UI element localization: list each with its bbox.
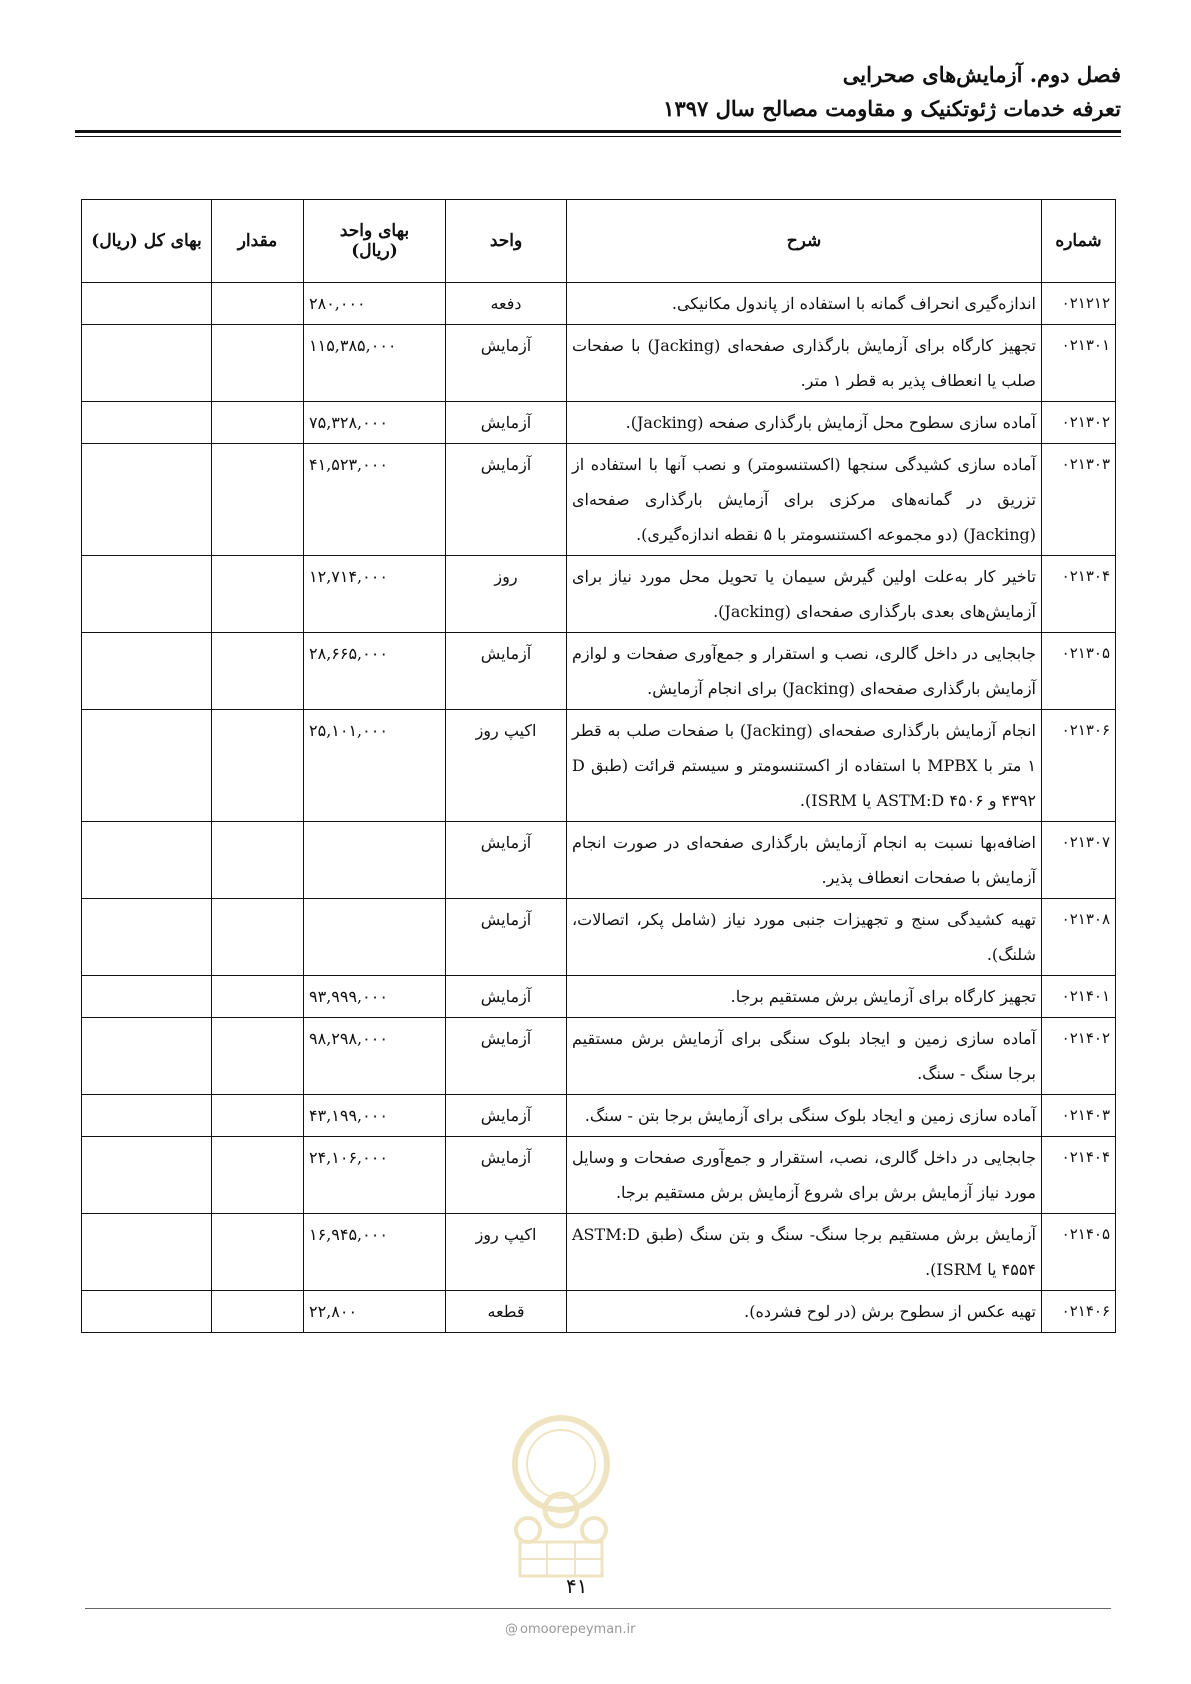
cell-unit: آزمایش <box>446 976 567 1018</box>
cell-code: ۰۲۱۴۰۶ <box>1042 1291 1116 1333</box>
cell-amount <box>212 325 304 402</box>
cell-code: ۰۲۱۳۰۷ <box>1042 822 1116 899</box>
cell-unit: دفعه <box>446 283 567 325</box>
cell-total <box>82 1137 212 1214</box>
cell-amount <box>212 822 304 899</box>
cell-unit: آزمایش <box>446 325 567 402</box>
cell-desc: انجام آزمایش بارگذاری صفحه‌ای (Jacking) با صفحات صلب به قطر ۱ متر با MPBX با استفاده از اکستنسومتر و سیستم قرائت (طبق D ۴۳۹۲ و ASTM:D ۴۵۰۶ یا ISRM). <box>567 710 1042 822</box>
col-desc-header: شرح <box>567 200 1042 283</box>
cell-desc: جابجایی در داخل گالری، نصب و استقرار و جمع‌آوری صفحات و لوازم آزمایش بارگذاری صفحه‌ای (Jacking) برای انجام آزمایش. <box>567 633 1042 710</box>
cell-price: ۹۸,۲۹۸,۰۰۰ <box>304 1018 446 1095</box>
header-rule-thick <box>75 130 1121 133</box>
cell-total <box>82 444 212 556</box>
col-price-header-line2: (ریال) <box>351 241 398 261</box>
cell-code: ۰۲۱۲۱۲ <box>1042 283 1116 325</box>
cell-price: ۲۲,۸۰۰ <box>304 1291 446 1333</box>
chapter-title: فصل دوم. آزمایش‌های صحرایی <box>842 62 1121 87</box>
tariff-title: تعرفه خدمات ژئوتکنیک و مقاومت مصالح سال ۱۳۹۷ <box>663 96 1121 121</box>
cell-price: ۴۱,۵۲۳,۰۰۰ <box>304 444 446 556</box>
table-row <box>82 976 1116 1018</box>
cell-total <box>82 556 212 633</box>
cell-code: ۰۲۱۳۰۱ <box>1042 325 1116 402</box>
cell-total <box>82 325 212 402</box>
cell-code: ۰۲۱۴۰۴ <box>1042 1137 1116 1214</box>
cell-amount <box>212 283 304 325</box>
cell-unit: روز <box>446 556 567 633</box>
cell-code: ۰۲۱۳۰۳ <box>1042 444 1116 556</box>
cell-code: ۰۲۱۳۰۴ <box>1042 556 1116 633</box>
cell-code: ۰۲۱۴۰۱ <box>1042 976 1116 1018</box>
cell-code: ۰۲۱۴۰۳ <box>1042 1095 1116 1137</box>
cell-desc: تجهیز کارگاه برای آزمایش برش مستقیم برجا. <box>567 976 1042 1018</box>
cell-code: ۰۲۱۳۰۶ <box>1042 710 1116 822</box>
cell-price: ۲۴,۱۰۶,۰۰۰ <box>304 1137 446 1214</box>
cell-total <box>82 402 212 444</box>
cell-desc: تاخیر کار به‌علت اولین گیرش سیمان یا تحویل محل مورد نیاز برای آزمایش‌های بعدی بارگذاری صفحه‌ای (Jacking). <box>567 556 1042 633</box>
table-row <box>82 1018 1116 1095</box>
cell-total <box>82 1018 212 1095</box>
cell-desc: تجهیز کارگاه برای آزمایش بارگذاری صفحه‌ای (Jacking) با صفحات صلب یا انعطاف پذیر به قطر ۱ متر. <box>567 325 1042 402</box>
table-row <box>82 556 1116 633</box>
at-sign-icon: @ <box>505 1622 518 1637</box>
cell-unit: آزمایش <box>446 822 567 899</box>
cell-price <box>304 899 446 976</box>
cell-total <box>82 899 212 976</box>
cell-unit: آزمایش <box>446 1018 567 1095</box>
cell-amount <box>212 1018 304 1095</box>
cell-unit: آزمایش <box>446 402 567 444</box>
table-row <box>82 1291 1116 1333</box>
cell-total <box>82 633 212 710</box>
cell-total <box>82 1291 212 1333</box>
table-row <box>82 633 1116 710</box>
cell-price: ۱۶,۹۴۵,۰۰۰ <box>304 1214 446 1291</box>
col-total-header: بهای کل (ریال) <box>82 200 212 283</box>
cell-desc: آزمایش برش مستقیم برجا سنگ- سنگ و بتن سنگ (طبق ASTM:D ۴۵۵۴ یا ISRM). <box>567 1214 1042 1291</box>
cell-amount <box>212 1291 304 1333</box>
cell-total <box>82 822 212 899</box>
table-row <box>82 710 1116 822</box>
cell-unit: آزمایش <box>446 1095 567 1137</box>
col-price-header <box>304 200 446 283</box>
cell-code: ۰۲۱۴۰۵ <box>1042 1214 1116 1291</box>
cell-amount <box>212 899 304 976</box>
table-row <box>82 1095 1116 1137</box>
table-row <box>82 283 1116 325</box>
cell-amount <box>212 402 304 444</box>
cell-desc: آماده سازی زمین و ایجاد بلوک سنگی برای آزمایش برجا بتن - سنگ. <box>567 1095 1042 1137</box>
cell-desc: تهیه عکس از سطوح برش (در لوح فشرده). <box>567 1291 1042 1333</box>
cell-amount <box>212 556 304 633</box>
cell-desc: جابجایی در داخل گالری، نصب، استقرار و جمع‌آوری صفحات و وسایل مورد نیاز آزمایش برش برای شروع آزمایش برش مستقیم برجا. <box>567 1137 1042 1214</box>
cell-unit: اکیپ روز <box>446 710 567 822</box>
cell-total <box>82 976 212 1018</box>
table-row <box>82 325 1116 402</box>
cell-price <box>304 822 446 899</box>
table-body <box>82 283 1116 1333</box>
cell-code: ۰۲۱۳۰۵ <box>1042 633 1116 710</box>
cell-price: ۹۳,۹۹۹,۰۰۰ <box>304 976 446 1018</box>
cell-code: ۰۲۱۳۰۸ <box>1042 899 1116 976</box>
cell-desc: اندازه‌گیری انحراف گمانه با استفاده از پاندول مکانیکی. <box>567 283 1042 325</box>
cell-code: ۰۲۱۴۰۲ <box>1042 1018 1116 1095</box>
gear-scale-seal-icon <box>498 1412 624 1582</box>
table-row <box>82 1137 1116 1214</box>
table-header-row <box>82 200 1116 283</box>
cell-price: ۴۳,۱۹۹,۰۰۰ <box>304 1095 446 1137</box>
cell-desc: آماده سازی سطوح محل آزمایش بارگذاری صفحه (Jacking). <box>567 402 1042 444</box>
table-row <box>82 1214 1116 1291</box>
page-header <box>71 58 1121 126</box>
cell-price: ۲۸,۶۶۵,۰۰۰ <box>304 633 446 710</box>
cell-price: ۲۵,۱۰۱,۰۰۰ <box>304 710 446 822</box>
cell-desc: آماده سازی کشیدگی سنجها (اکستنسومتر) و نصب آنها با استفاده از تزریق در گمانه‌های مرکزی برای آزمایش بارگذاری صفحه‌ای (Jacking) (دو مجموعه اکستنسومتر با ۵ نقطه اندازه‌گیری). <box>567 444 1042 556</box>
cell-price: ۱۱۵,۳۸۵,۰۰۰ <box>304 325 446 402</box>
cell-desc: اضافه‌بها نسبت به انجام آزمایش بارگذاری صفحه‌ای در صورت انجام آزمایش با صفحات انعطاف پذیر. <box>567 822 1042 899</box>
cell-unit: اکیپ روز <box>446 1214 567 1291</box>
cell-amount <box>212 1137 304 1214</box>
col-amount-header: مقدار <box>212 200 304 283</box>
cell-code: ۰۲۱۳۰۲ <box>1042 402 1116 444</box>
site-watermark <box>505 1622 635 1637</box>
table-row <box>82 444 1116 556</box>
cell-unit: آزمایش <box>446 1137 567 1214</box>
tariff-table <box>81 199 1116 1333</box>
footer-rule <box>85 1608 1111 1609</box>
cell-amount <box>212 976 304 1018</box>
col-price-header-line1: بهای واحد <box>339 221 410 241</box>
cell-unit: آزمایش <box>446 633 567 710</box>
header-rule-thin <box>75 136 1121 137</box>
cell-desc: آماده سازی زمین و ایجاد بلوک سنگی برای آزمایش برش مستقیم برجا سنگ - سنگ. <box>567 1018 1042 1095</box>
cell-amount <box>212 444 304 556</box>
cell-total <box>82 710 212 822</box>
table-row <box>82 899 1116 976</box>
cell-price: ۷۵,۳۲۸,۰۰۰ <box>304 402 446 444</box>
table-row <box>82 822 1116 899</box>
cell-price: ۲۸۰,۰۰۰ <box>304 283 446 325</box>
table-row <box>82 402 1116 444</box>
cell-total <box>82 1095 212 1137</box>
cell-amount <box>212 710 304 822</box>
cell-total <box>82 1214 212 1291</box>
cell-unit: آزمایش <box>446 899 567 976</box>
cell-desc: تهیه کشیدگی سنج و تجهیزات جنبی مورد نیاز (شامل پکر، اتصالات، شلنگ). <box>567 899 1042 976</box>
page-number: ۴۱ <box>566 1574 588 1598</box>
cell-unit: آزمایش <box>446 444 567 556</box>
col-code-header: شماره <box>1042 200 1116 283</box>
cell-amount <box>212 1214 304 1291</box>
col-unit-header: واحد <box>446 200 567 283</box>
site-url: omoorepeyman.ir <box>520 1622 636 1637</box>
cell-amount <box>212 1095 304 1137</box>
cell-unit: قطعه <box>446 1291 567 1333</box>
cell-amount <box>212 633 304 710</box>
cell-total <box>82 283 212 325</box>
cell-price: ۱۲,۷۱۴,۰۰۰ <box>304 556 446 633</box>
